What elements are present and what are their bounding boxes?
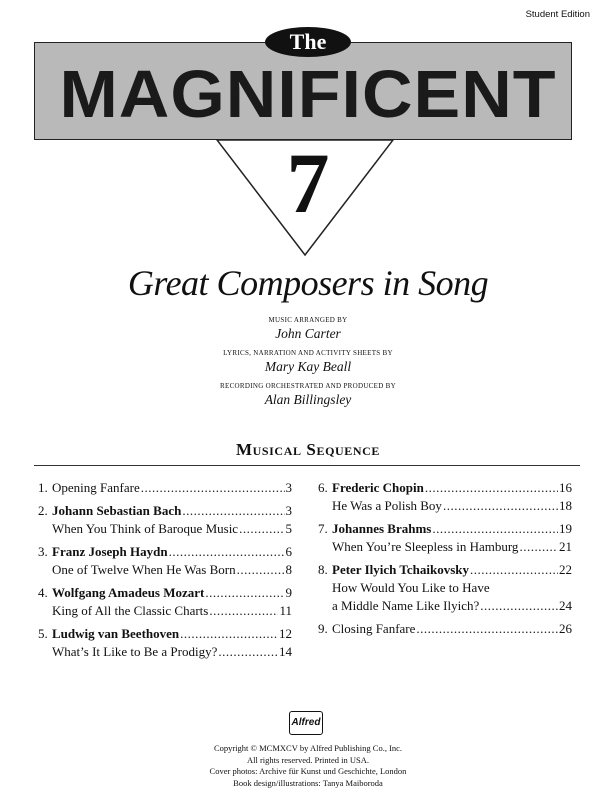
dot-leader bbox=[205, 584, 284, 602]
item-title: Opening Fanfare bbox=[52, 480, 140, 495]
title-the-badge: The bbox=[265, 27, 351, 57]
page-number: 9 bbox=[285, 585, 292, 600]
sequence-item bbox=[38, 584, 292, 620]
song-entry bbox=[38, 643, 292, 661]
title-number: 7 bbox=[286, 135, 330, 231]
sequence-entry bbox=[38, 543, 292, 561]
song-entry bbox=[38, 561, 292, 579]
credit-name-music: John Carter bbox=[275, 326, 341, 341]
dot-leader bbox=[470, 561, 558, 579]
page-number: 19 bbox=[559, 521, 572, 536]
composer-name: Wolfgang Amadeus Mozart bbox=[52, 585, 205, 600]
footer-line: All rights reserved. Printed in USA. bbox=[246, 754, 370, 765]
credit-role-recording: RECORDING ORCHESTRATED AND PRODUCED BY bbox=[220, 382, 396, 390]
song-title: How Would You Like to Have bbox=[332, 580, 490, 595]
dot-leader bbox=[182, 502, 284, 520]
page-number: 24 bbox=[559, 598, 572, 613]
page-number: 11 bbox=[279, 603, 292, 618]
dot-leader bbox=[218, 643, 278, 661]
sequence-entry bbox=[38, 479, 292, 497]
item-number: 7. bbox=[318, 521, 328, 536]
song-entry bbox=[38, 520, 292, 538]
sequence-divider bbox=[34, 465, 580, 466]
sequence-entry bbox=[318, 620, 572, 638]
composer-name: Frederic Chopin bbox=[332, 480, 424, 495]
song-entry bbox=[38, 602, 292, 620]
dot-leader bbox=[141, 479, 285, 497]
edition-label: Student Edition bbox=[525, 9, 590, 20]
item-title: Closing Fanfare bbox=[332, 621, 416, 636]
title-main: MAGNIFICENT bbox=[59, 56, 557, 132]
sequence-entry bbox=[318, 479, 572, 497]
credit-name-recording: Alan Billingsley bbox=[264, 392, 352, 407]
sequence-column-right bbox=[318, 479, 572, 643]
page-number: 12 bbox=[279, 626, 292, 641]
dot-leader bbox=[416, 620, 558, 638]
dot-leader bbox=[237, 561, 285, 579]
page-number: 14 bbox=[279, 644, 292, 659]
sequence-entry bbox=[38, 584, 292, 602]
footer-line: Copyright © MCMXCV by Alfred Publishing Co., Inc. bbox=[213, 743, 403, 753]
composer-name: Peter Ilyich Tchaikovsky bbox=[332, 562, 470, 577]
composer-name: Johann Sebastian Bach bbox=[52, 503, 182, 518]
sequence-column-left bbox=[38, 479, 292, 666]
dot-leader bbox=[425, 479, 558, 497]
item-title: He Was a Polish Boy bbox=[332, 498, 442, 513]
sequence-item bbox=[318, 620, 572, 638]
song-entry bbox=[318, 497, 572, 515]
dot-leader bbox=[432, 520, 558, 538]
item-number: 6. bbox=[318, 480, 328, 495]
page-number: 21 bbox=[559, 539, 572, 554]
page-number: 26 bbox=[559, 621, 572, 636]
sequence-entry bbox=[38, 625, 292, 643]
sequence-item bbox=[38, 543, 292, 579]
dot-leader bbox=[169, 543, 285, 561]
credit-name-lyrics: Mary Kay Beall bbox=[264, 359, 352, 374]
sequence-item bbox=[318, 561, 572, 615]
item-number: 4. bbox=[38, 585, 48, 600]
composer-name: Johannes Brahms bbox=[332, 521, 432, 536]
song-entry bbox=[318, 597, 572, 615]
item-number: 5. bbox=[38, 626, 48, 641]
item-title: When You Think of Baroque Music bbox=[52, 521, 239, 536]
dot-leader bbox=[519, 538, 558, 556]
dot-leader bbox=[480, 597, 558, 615]
dot-leader bbox=[443, 497, 558, 515]
dot-leader bbox=[239, 520, 284, 538]
alfred-logo: Alfred bbox=[289, 711, 323, 735]
page-number: 8 bbox=[285, 562, 292, 577]
sequence-entry bbox=[38, 502, 292, 520]
song-entry bbox=[318, 538, 572, 556]
copyright-footer bbox=[0, 743, 616, 789]
page-number: 3 bbox=[285, 480, 292, 495]
song-entry bbox=[318, 579, 572, 597]
page-number: 22 bbox=[559, 562, 572, 577]
sequence-item bbox=[38, 625, 292, 661]
item-title: King of All the Classic Charts bbox=[52, 603, 209, 618]
footer-line: Book design/illustrations: Tanya Maiboroda bbox=[233, 777, 383, 788]
item-number: 8. bbox=[318, 562, 328, 577]
subtitle: Great Composers in Song bbox=[127, 263, 489, 303]
page-number: 3 bbox=[285, 503, 292, 518]
item-number: 2. bbox=[38, 503, 48, 518]
page-number: 16 bbox=[559, 480, 572, 495]
sequence-heading: Musical Sequence bbox=[235, 440, 381, 459]
footer-line: Cover photos: Archive für Kunst und Geschichte, London bbox=[209, 766, 407, 776]
dot-leader bbox=[209, 602, 278, 620]
composer-name: Ludwig van Beethoven bbox=[52, 626, 180, 641]
page-number: 5 bbox=[285, 521, 292, 536]
item-title: a Middle Name Like Ilyich? bbox=[332, 598, 480, 613]
dot-leader bbox=[180, 625, 278, 643]
credit-role-lyrics: LYRICS, NARRATION AND ACTIVITY SHEETS BY bbox=[223, 349, 393, 357]
composer-name: Franz Joseph Haydn bbox=[52, 544, 168, 559]
item-title: What’s It Like to Be a Prodigy? bbox=[52, 644, 218, 659]
sequence-item bbox=[38, 479, 292, 497]
item-title: One of Twelve When He Was Born bbox=[52, 562, 236, 577]
item-title: When You’re Sleepless in Hamburg bbox=[332, 539, 519, 554]
item-number: 9. bbox=[318, 621, 328, 636]
credit-role-music: MUSIC ARRANGED BY bbox=[268, 316, 348, 324]
sequence-item bbox=[318, 479, 572, 515]
item-number: 3. bbox=[38, 544, 48, 559]
sequence-item bbox=[318, 520, 572, 556]
sequence-entry bbox=[318, 561, 572, 579]
sequence-entry bbox=[318, 520, 572, 538]
page-number: 6 bbox=[285, 544, 292, 559]
item-number: 1. bbox=[38, 480, 48, 495]
sequence-item bbox=[38, 502, 292, 538]
page-number: 18 bbox=[559, 498, 572, 513]
